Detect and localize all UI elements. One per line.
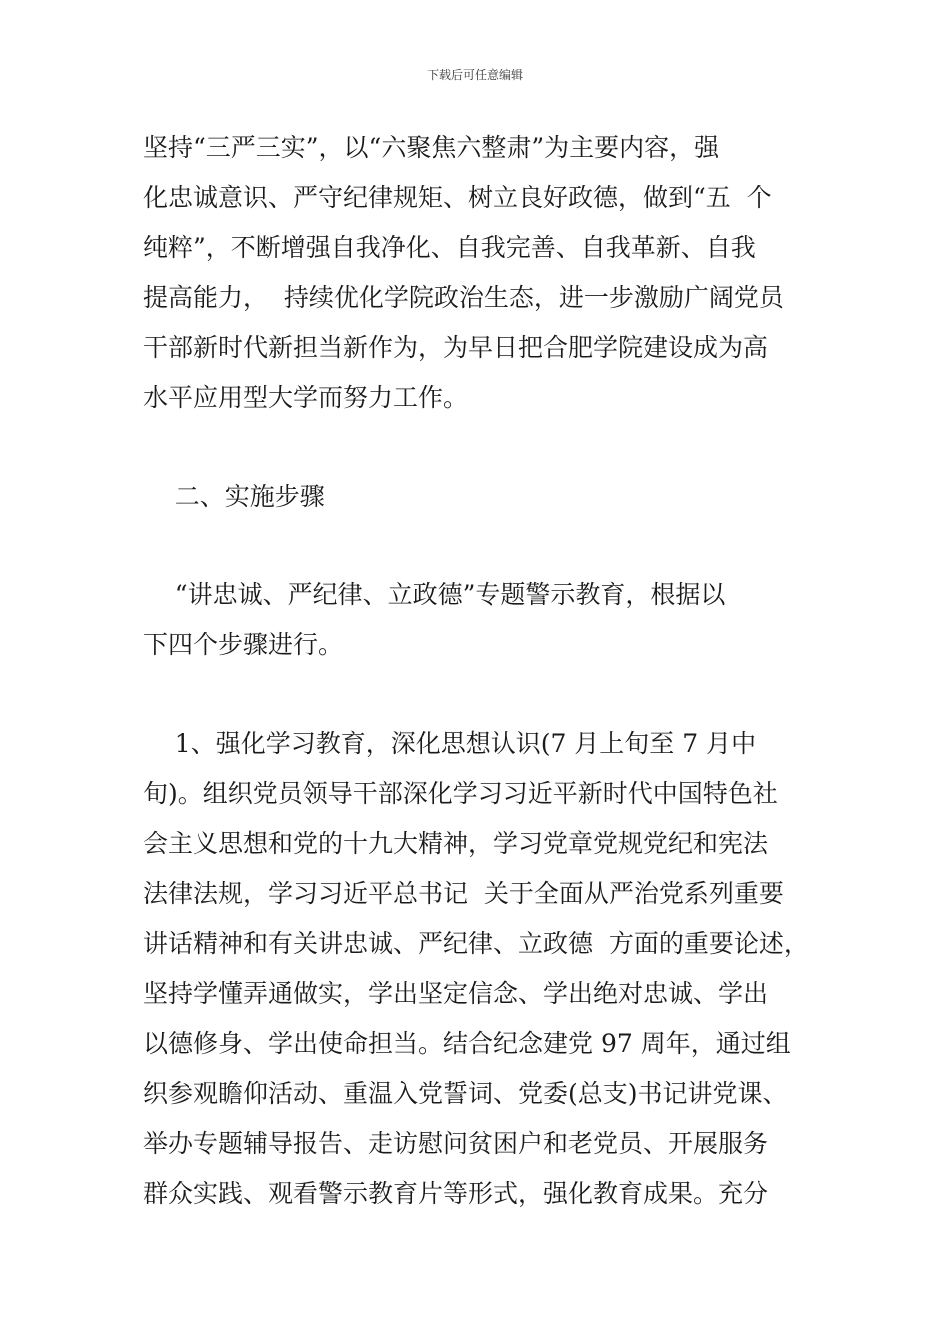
text-line: 讲话精神和有关讲忠诚、严纪律、立政德 方面的重要论述， xyxy=(143,929,809,958)
text-line: 水平应用型大学而努力工作。 xyxy=(143,383,469,412)
text-line: 1、强化学习教育，深化思想认识(7 月上旬至 7 月中 xyxy=(143,729,757,758)
text-line: 化忠诚意识、严守纪律规矩、树立良好政德，做到“五 个 xyxy=(143,183,772,212)
text-line: 法律法规，学习习近平总书记 关于全面从严治党系列重要 xyxy=(143,879,784,908)
page-header: 下载后可任意编辑 xyxy=(426,68,523,82)
section-heading: 二、实施步骤 xyxy=(143,482,325,511)
text-line: 举办专题辅导报告、走访慰问贫困户和老党员、开展服务 xyxy=(143,1129,769,1158)
text-line: 以德修身、学出使命担当。结合纪念建党 97 周年，通过组 xyxy=(143,1029,791,1058)
text-line: 群众实践、观看警示教育片等形式，强化教育成果。充分 xyxy=(143,1179,769,1208)
text-line: 下四个步骤进行。 xyxy=(143,630,344,659)
text-line: 提高能力， 持续优化学院政治生态，进一步激励广阔党员 xyxy=(143,283,784,312)
text-line: 织参观瞻仰活动、重温入党誓词、党委(总支)书记讲党课、 xyxy=(143,1079,788,1108)
text-line: 旬)。组织党员领导干部深化学习习近平新时代中国特色社 xyxy=(143,779,778,808)
text-line: 纯粹”，不断增强自我净化、自我完善、自我革新、自我 xyxy=(143,233,756,262)
text-line: 会主义思想和党的十九大精神，学习党章党规党纪和宪法 xyxy=(143,829,769,858)
text-line: 干部新时代新担当新作为，为早日把合肥学院建设成为高 xyxy=(143,333,769,362)
text-line: 坚持“三严三实”，以“六聚焦六整肃”为主要内容，强 xyxy=(143,133,720,162)
text-line: “讲忠诚、严纪律、立政德”专题警示教育，根据以 xyxy=(143,580,726,609)
text-line: 坚持学懂弄通做实，学出坚定信念、学出绝对忠诚、学出 xyxy=(143,979,769,1008)
